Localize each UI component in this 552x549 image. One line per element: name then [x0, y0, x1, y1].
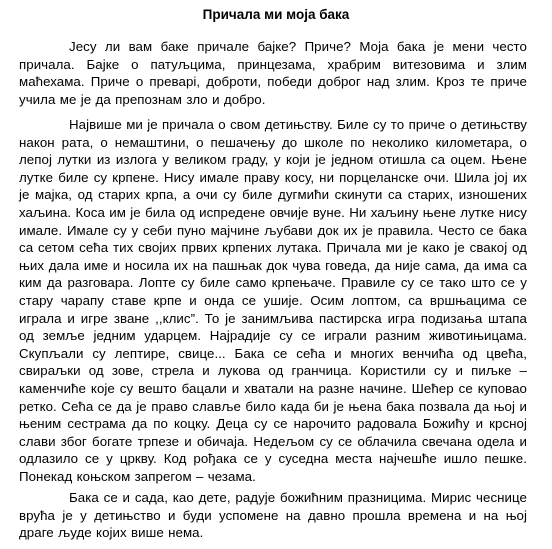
paragraph-childhood: Највише ми је причала о свом детињству. Биле су то приче о детињству након рата, о немаштини, о пешачењу до школе по неколико километара, о лепој лутки из излога у великом граду, у који је једном отишла са оцем. Њене лутке биле су крпене. Нису имале праву косу, ни порцеланске очи. Шила јој их је мајка, од старих крпа, а очи су биле дугмићи скинути са старих, изношених хаљина. Коса им је била од испредене овчије вуне. Ни хаљину њене лутке нису имале. Имале су у себи пуно мајчине љубави док их је правила. Често се бака са сетом сећа тих својих првих крпених лутака. Причала ми је како је свакој од њих дала име и носила их на пашњак док чува говеда, да није сама, да има са ким да разговара. Лопте су биле само крпењаче. Правиле су се тако што се у стару чарапу ставе крпе и онда се ушије. Осим лоптом, са вршњацима се играла и игре зване ,,клис”. То је занимљива пастирска игра подизања штапа од земље једним ударцем. Најрадије су се играли разним животињицама. Скупљали су лептире, свице... Бака се сећа и многих венчића од цвећа, свираљки од зове, стрела и лукова од гранчица. Користили су и пиљке – каменчиће које су вешто бацали и хватали на разне начине. Шећер се куповао ретко. Сећа се да је право славље било када би је њена бака позвала да њој и њеним сестрама да по коцку. Деца су се нарочито радовала Божићу и крсној слави због богате трпезе и обичаја. Недељом су се облачила свечана одела и одлазило се у цркву. Код рођака се у суседна места најчешће ишло пешке. Понекад коњском запрегом – чезама.	[19, 117, 527, 484]
paragraph-intro: Јесу ли вам баке причале бајке? Приче? Моја бака је мени често причала. Бајке о патуљцима, принцезама, храбрим витезовима и злим маћехама. Приче о преварi, доброти, победи доброг над злим. Кроз те приче учила ме је да препознам зло и добро.	[19, 39, 527, 107]
paragraph-christmas: Бака се и сада, као дете, радује божићним празницима. Мирис чеснице врућа је у детињство и буди успомене на давно прошла времена и на њој драге људе којих више нема.	[19, 490, 527, 541]
document-title: Причала ми моја бака	[202, 7, 350, 22]
